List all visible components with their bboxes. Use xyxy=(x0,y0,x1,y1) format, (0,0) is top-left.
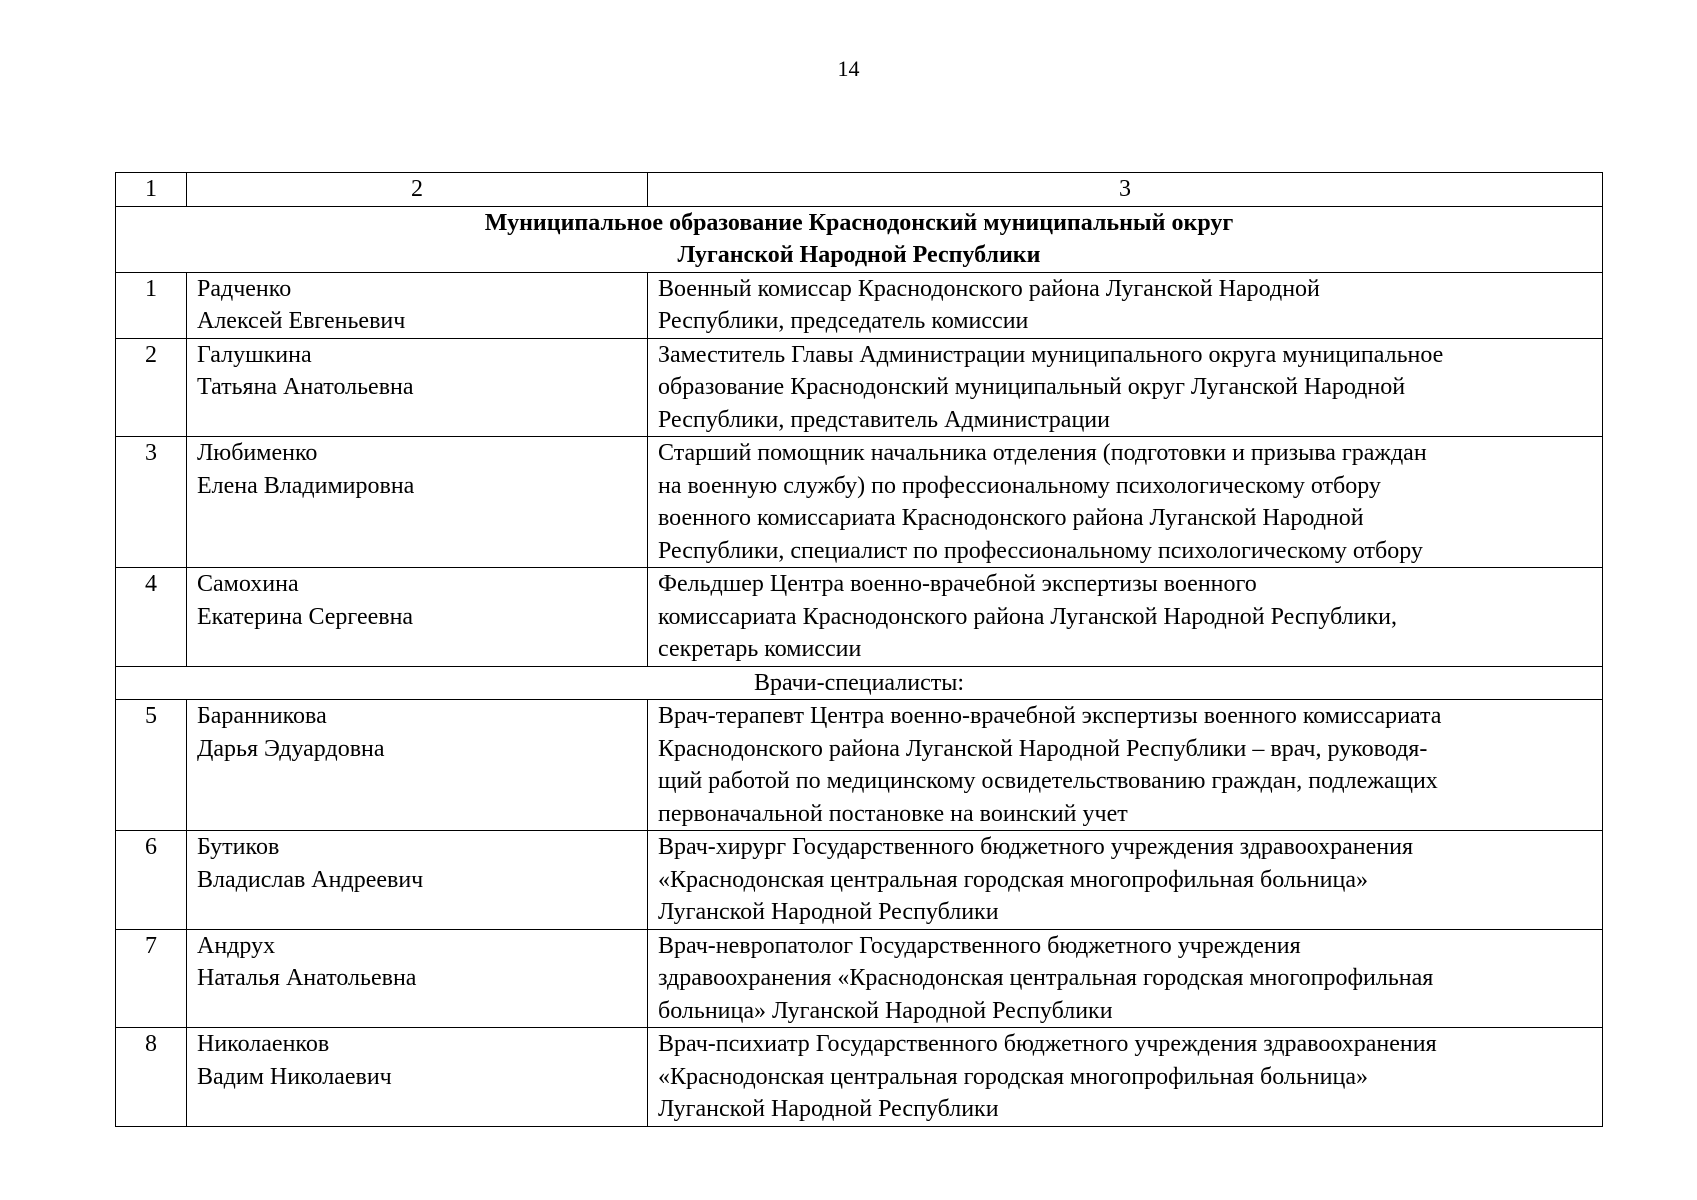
member-surname: Бутиков xyxy=(197,834,280,860)
position-line: Луганской Народной Республики xyxy=(658,1096,999,1122)
table-row xyxy=(116,437,1603,568)
section-title-line-2: Луганской Народной Республики xyxy=(677,242,1041,268)
position-line: Заместитель Главы Администрации муниципального округа муниципальное xyxy=(658,341,1444,368)
table-row xyxy=(116,1028,1603,1127)
position-line: Врач-психиатр Государственного бюджетного учреждения здравоохранения xyxy=(658,1031,1437,1057)
subsection-title: Врачи-специалисты: xyxy=(116,666,1603,700)
member-name-cell xyxy=(187,272,648,338)
row-number: 7 xyxy=(116,929,187,1028)
position-line: Врач-терапевт Центра военно-врачебной экспертизы военного комиссариата xyxy=(658,703,1442,729)
commission-rows xyxy=(116,272,1603,666)
section-title-row xyxy=(116,206,1603,272)
column-header-3: 3 xyxy=(648,173,1603,207)
member-position-cell xyxy=(648,1028,1603,1127)
column-header-row xyxy=(116,173,1603,207)
member-position-cell xyxy=(648,437,1603,568)
member-position-cell xyxy=(648,831,1603,930)
position-line: Военный комиссар Краснодонского района Луганской Народной xyxy=(658,275,1320,302)
row-number: 2 xyxy=(116,338,187,437)
row-number: 8 xyxy=(116,1028,187,1127)
page-number: 14 xyxy=(837,56,860,81)
position-line: щий работой по медицинскому освидетельствованию граждан, подлежащих xyxy=(658,768,1438,794)
column-header-2: 2 xyxy=(187,173,648,207)
member-surname: Радченко xyxy=(197,275,292,302)
member-name-cell xyxy=(187,437,648,568)
position-line: комиссариата Краснодонского района Луганской Народной Республики, xyxy=(658,603,1397,630)
position-line: Республики, специалист по профессиональному психологическому отбору xyxy=(658,537,1423,564)
member-surname: Любименко xyxy=(197,440,318,466)
table-row xyxy=(116,338,1603,437)
position-line: образование Краснодонский муниципальный округ Луганской Народной xyxy=(658,374,1406,400)
member-name-cell xyxy=(187,831,648,930)
position-line: Республики, председатель комиссии xyxy=(658,308,1029,334)
row-number: 3 xyxy=(116,437,187,568)
member-name-cell xyxy=(187,1028,648,1127)
member-name-cell xyxy=(187,700,648,831)
position-line: Врач-хирург Государственного бюджетного учреждения здравоохранения xyxy=(658,834,1413,860)
member-surname: Самохина xyxy=(197,571,299,597)
member-given-names: Елена Владимировна xyxy=(197,472,415,499)
position-line: Луганской Народной Республики xyxy=(658,899,999,925)
table-row xyxy=(116,831,1603,930)
member-name-cell xyxy=(187,338,648,437)
member-surname: Баранникова xyxy=(197,703,327,729)
section-title-line-1: Муниципальное образование Краснодонский муниципальный округ xyxy=(484,209,1234,236)
member-name-cell xyxy=(187,929,648,1028)
table-row xyxy=(116,272,1603,338)
position-line: на военную службу) по профессиональному психологическому отбору xyxy=(658,472,1381,499)
doctor-rows xyxy=(116,700,1603,1127)
member-surname: Андрух xyxy=(197,932,276,959)
member-given-names: Наталья Анатольевна xyxy=(197,965,417,991)
position-line: Врач-невропатолог Государственного бюджетного учреждения xyxy=(658,932,1301,959)
position-line: «Краснодонская центральная городская многопрофильная больница» xyxy=(658,1063,1368,1090)
table-row xyxy=(116,700,1603,831)
member-position-cell xyxy=(648,338,1603,437)
member-name-cell xyxy=(187,568,648,667)
member-position-cell xyxy=(648,700,1603,831)
row-number: 4 xyxy=(116,568,187,667)
member-given-names: Татьяна Анатольевна xyxy=(197,374,414,400)
commission-table xyxy=(115,172,1603,1127)
member-position-cell xyxy=(648,272,1603,338)
position-line: первоначальной постановке на воинский учет xyxy=(658,800,1128,827)
member-given-names: Дарья Эдуардовна xyxy=(197,735,385,762)
position-line: секретарь комиссии xyxy=(658,636,862,662)
table-row xyxy=(116,568,1603,667)
member-given-names: Екатерина Сергеевна xyxy=(197,603,414,630)
row-number: 5 xyxy=(116,700,187,831)
row-number: 6 xyxy=(116,831,187,930)
subsection-title-row xyxy=(116,666,1603,700)
position-line: Республики, представитель Администрации xyxy=(658,406,1110,433)
position-line: «Краснодонская центральная городская многопрофильная больница» xyxy=(658,866,1368,893)
member-position-cell xyxy=(648,929,1603,1028)
member-position-cell xyxy=(648,568,1603,667)
table-row xyxy=(116,929,1603,1028)
member-surname: Николаенков xyxy=(197,1031,330,1057)
position-line: больница» Луганской Народной Республики xyxy=(658,997,1113,1024)
column-header-1: 1 xyxy=(116,173,187,207)
member-given-names: Алексей Евгеньевич xyxy=(197,308,406,334)
row-number: 1 xyxy=(116,272,187,338)
member-given-names: Вадим Николаевич xyxy=(197,1063,392,1090)
position-line: Краснодонского района Луганской Народной Республики – врач, руководя- xyxy=(658,735,1428,762)
member-given-names: Владислав Андреевич xyxy=(197,866,424,893)
section-title xyxy=(116,206,1603,272)
member-surname: Галушкина xyxy=(197,341,312,368)
position-line: здравоохранения «Краснодонская центральная городская многопрофильная xyxy=(658,965,1434,991)
position-line: Старший помощник начальника отделения (подготовки и призыва граждан xyxy=(658,440,1427,466)
position-line: Фельдшер Центра военно-врачебной экспертизы военного xyxy=(658,571,1257,597)
position-line: военного комиссариата Краснодонского района Луганской Народной xyxy=(658,505,1364,531)
